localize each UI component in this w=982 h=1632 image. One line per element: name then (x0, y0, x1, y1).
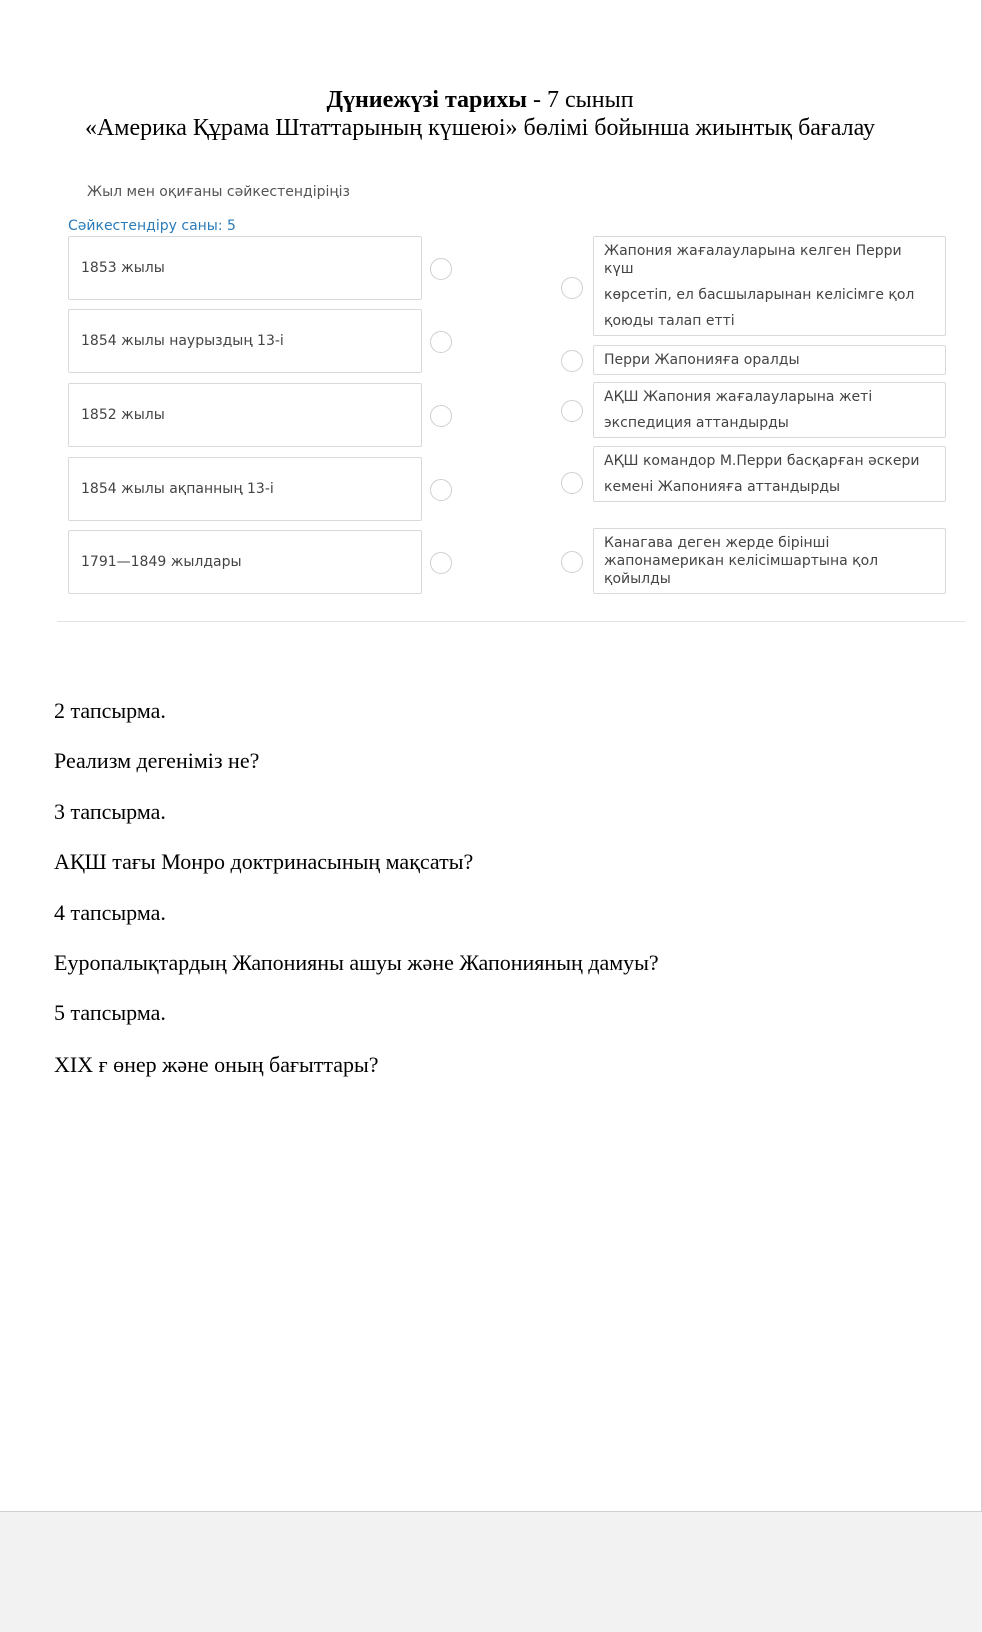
left-option[interactable] (68, 236, 422, 300)
task-heading: 2 тапсырма. (54, 698, 166, 723)
subject-title: Дүниежүзі тарихы (326, 87, 527, 113)
right-option-line: қоюды талап етті (604, 313, 735, 329)
right-option-line: АҚШ Жапония жағалауларына жеті (604, 389, 873, 405)
right-option[interactable] (593, 528, 946, 594)
task-question: Еуропалықтардың Жапонияны ашуы және Жапонияның дамуы? (54, 950, 659, 975)
left-radio[interactable] (430, 479, 452, 501)
right-option[interactable] (593, 345, 946, 375)
divider (57, 621, 965, 622)
right-radio[interactable] (561, 277, 583, 299)
matching-instruction: Жыл мен оқиғаны сәйкестендіріңіз (87, 184, 350, 200)
task-heading: 5 тапсырма. (54, 1000, 166, 1025)
task-question: XIX ғ өнер және оның бағыттары? (54, 1052, 379, 1077)
left-option-label: 1853 жылы (81, 260, 165, 276)
task-question: Реализм дегеніміз не? (54, 748, 260, 773)
document-subtitle: «Америка Құрама Штаттарының күшеюі» бөлімі бойынша жиынтық бағалау (84, 115, 876, 141)
left-radio[interactable] (430, 552, 452, 574)
right-option[interactable] (593, 446, 946, 502)
right-option[interactable] (593, 382, 946, 438)
left-option-label: 1852 жылы (81, 407, 165, 423)
left-option[interactable] (68, 383, 422, 447)
left-option-label: 1791—1849 жылдары (81, 554, 242, 570)
left-radio[interactable] (430, 405, 452, 427)
right-radio[interactable] (561, 400, 583, 422)
right-option[interactable] (593, 236, 946, 336)
task-question: АҚШ тағы Монро доктринасының мақсаты? (54, 849, 474, 874)
right-option-line: қойылды (604, 571, 671, 587)
left-option[interactable] (68, 457, 422, 521)
document-title (0, 86, 960, 114)
right-option-line: жапонамерикан келісімшартына қол (604, 553, 879, 569)
left-option[interactable] (68, 309, 422, 373)
left-option[interactable] (68, 530, 422, 594)
right-radio[interactable] (561, 350, 583, 372)
right-radio[interactable] (561, 472, 583, 494)
left-option-label: 1854 жылы ақпанның 13-і (81, 481, 274, 497)
task-heading: 3 тапсырма. (54, 799, 166, 824)
right-option-line: АҚШ командор М.Перри басқарған әскери (604, 453, 920, 469)
left-option-label: 1854 жылы наурыздың 13-і (81, 333, 284, 349)
matching-count: Сәйкестендіру саны: 5 (68, 218, 236, 234)
right-option-line: Канагава деген жерде бірінші (604, 535, 830, 551)
left-radio[interactable] (430, 258, 452, 280)
right-option-line: кемені Жапонияға аттандырды (604, 479, 841, 495)
right-option-line: көрсетіп, ел басшыларынан келісімге қол (604, 287, 915, 303)
right-option-line: Жапония жағалауларына келген Перри күш (604, 243, 902, 277)
grade-label: - 7 сынып (526, 87, 634, 113)
right-radio[interactable] (561, 551, 583, 573)
task-heading: 4 тапсырма. (54, 900, 166, 925)
left-radio[interactable] (430, 331, 452, 353)
right-option-line: экспедиция аттандырды (604, 415, 789, 431)
right-option-line: Перри Жапонияға оралды (604, 352, 800, 368)
